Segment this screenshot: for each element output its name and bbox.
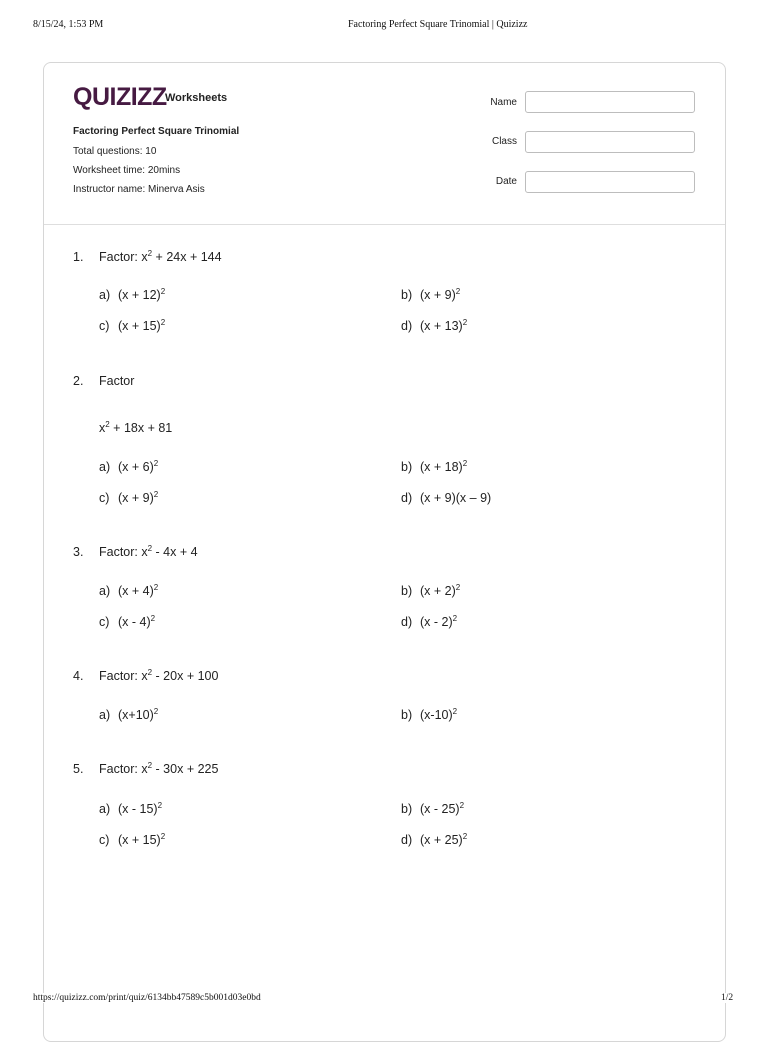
option-c: c) $(x + 9)^2$	[99, 489, 159, 505]
option-d: d) (x - 2)$^2$	[401, 613, 458, 629]
worksheet-time: Worksheet time: 20mins	[73, 165, 181, 176]
class-label: Class	[491, 136, 517, 147]
option-a: a) $(x + 6)^2$	[99, 458, 159, 474]
question-expression: $x^2 + 18x + 81$	[99, 419, 173, 435]
name-label: Name	[490, 97, 517, 108]
print-url: https://quizizz.com/print/quiz/6134bb47589c5b001d03e0bd	[33, 993, 265, 1003]
logo-subtitle: Worksheets	[165, 92, 228, 104]
worksheet-header	[44, 63, 725, 225]
option-a: a) $(x + 12)^2$	[99, 286, 166, 302]
option-b: b) (x - 25)$^2$	[401, 800, 465, 816]
print-title: Factoring Perfect Square Trinomial | Quizizz	[348, 19, 528, 30]
instructor-name: Instructor name: Minerva Asis	[73, 184, 205, 195]
logo-wordmark: QUIZIZZ	[73, 83, 167, 111]
option-b: b) $(x-10)^2$	[401, 706, 458, 722]
option-b: b) $(x + 9)^2$	[401, 286, 461, 302]
option-d: d) (x + 9)(x – 9)	[401, 491, 492, 505]
question-number: 2.	[73, 374, 84, 388]
total-questions: Total questions: 10	[73, 146, 157, 157]
option-a: a) (x - 15)$^2$	[99, 800, 163, 816]
question-text: Factor: $x^2 - 30x + 225$	[99, 760, 219, 776]
question-number: 3.	[73, 545, 84, 559]
print-page-number: 1/2	[721, 993, 734, 1003]
date-field[interactable]	[525, 171, 695, 193]
option-a: a) $(x+10)^2$	[99, 706, 159, 722]
date-label: Date	[495, 176, 517, 187]
quizizz-logo	[73, 83, 167, 111]
option-a: a) $(x + 4)^2$	[99, 582, 159, 598]
print-datetime: 8/15/24, 1:53 PM	[33, 19, 104, 30]
class-field[interactable]	[525, 131, 695, 153]
name-field[interactable]	[525, 91, 695, 113]
question-number: 5.	[73, 762, 84, 776]
option-b: b) $(x + 18)^2$	[401, 458, 468, 474]
question-number: 1.	[73, 250, 84, 264]
question-text: Factor: $x^2 - 20x + 100$	[99, 667, 219, 683]
option-b: b) $(x + 2)^2$	[401, 582, 461, 598]
worksheet-title: Factoring Perfect Square Trinomial	[73, 126, 240, 137]
option-c: c) $(x + 15)^2$	[99, 831, 166, 847]
question-number: 4.	[73, 669, 84, 683]
question-text: Factor: $x^2 - 4x + 4$	[99, 543, 198, 559]
question-text: Factor	[99, 374, 135, 388]
option-c: c) (x - 4)$^2$	[99, 613, 156, 629]
option-d: d) $(x + 25)^2$	[401, 831, 468, 847]
option-d: d) $(x + 13)^2$	[401, 317, 468, 333]
option-c: c) $(x + 15)^2$	[99, 317, 166, 333]
question-text: Factor: $x^2 + 24x + 144$	[99, 248, 222, 264]
